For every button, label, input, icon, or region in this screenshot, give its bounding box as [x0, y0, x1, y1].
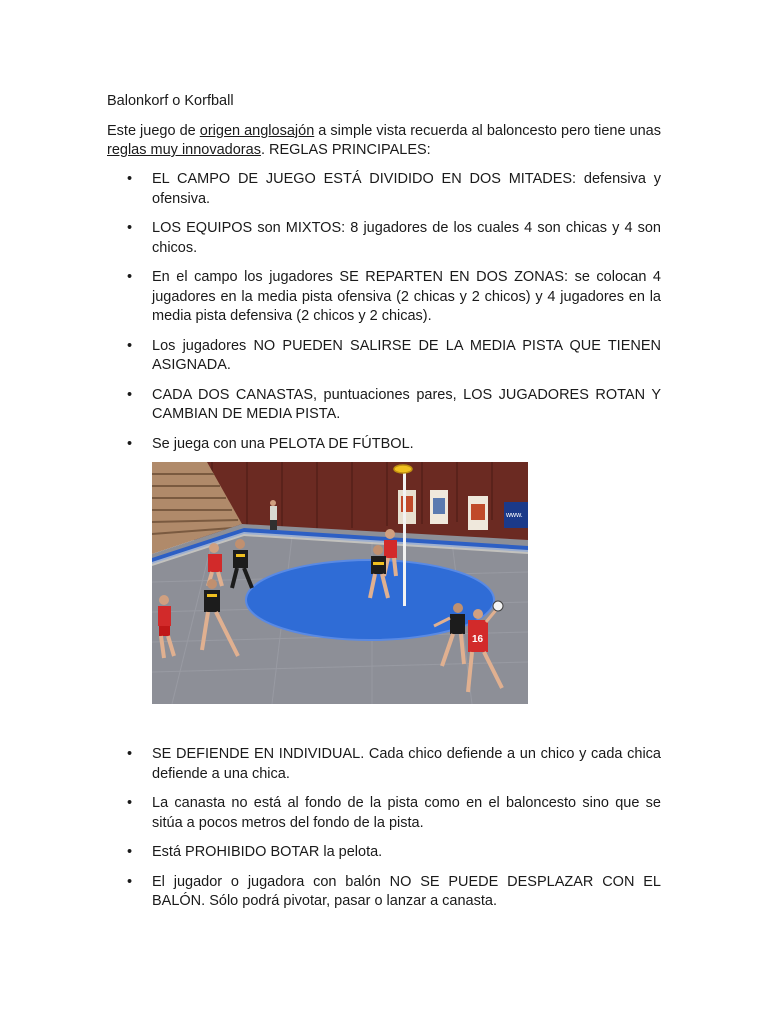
- rules-list-bottom: [107, 745, 661, 922]
- rule-item: [107, 435, 661, 455]
- rule-text: La canasta no está al fondo de la pista como en el baloncesto sino que se sitúa a pocos metros del fondo de la pista.: [152, 795, 661, 831]
- rule-item: [107, 794, 661, 833]
- banner-text: www.: [506, 512, 523, 519]
- rule-text: CADA DOS CANASTAS, puntuaciones pares, LOS JUGADORES ROTAN Y CAMBIAN DE MEDIA PISTA.: [152, 386, 661, 422]
- bullet-icon: •: [127, 844, 133, 860]
- bullet-icon: •: [127, 171, 133, 187]
- rule-text: SE DEFIENDE EN INDIVIDUAL. Cada chico defiende a un chico y cada chica defiende a una chica.: [152, 746, 661, 782]
- jersey-number: 16: [472, 634, 484, 645]
- rule-text: EL CAMPO DE JUEGO ESTÁ DIVIDIDO EN DOS MITADES: defensiva y ofensiva.: [152, 171, 661, 207]
- intro-underline-reglas: reglas muy innovadoras: [107, 142, 261, 158]
- rule-text: El jugador o jugadora con balón NO SE PUEDE DESPLAZAR CON EL BALÓN. Sólo podrá pivotar, pasar o lanzar a canasta.: [152, 873, 661, 909]
- rule-item: [107, 745, 661, 784]
- bullet-icon: •: [127, 435, 133, 452]
- bullet-icon: •: [127, 746, 133, 762]
- bullet-icon: •: [127, 337, 133, 354]
- bullet-icon: •: [127, 795, 133, 811]
- rule-text: Está PROHIBIDO BOTAR la pelota.: [152, 844, 383, 860]
- intro-text-3: . REGLAS PRINCIPALES:: [260, 142, 431, 158]
- korfball-match-photo: [152, 462, 528, 704]
- bullet-icon: •: [127, 269, 133, 285]
- rule-item: [107, 843, 661, 863]
- rule-item: [107, 873, 661, 912]
- intro-text-1: Este juego de: [107, 123, 200, 139]
- bullet-icon: •: [127, 220, 133, 236]
- intro-underline-origen: origen anglosajón: [199, 123, 315, 139]
- rule-item: [107, 337, 661, 376]
- intro-paragraph: [107, 122, 661, 160]
- rule-item: [107, 386, 661, 425]
- bullet-icon: •: [127, 386, 133, 403]
- rule-item: [107, 170, 661, 209]
- rule-text: LOS EQUIPOS son MIXTOS: 8 jugadores de los cuales 4 son chicas y 4 son chicos.: [152, 220, 661, 256]
- bullet-icon: •: [127, 873, 133, 890]
- rule-item: [107, 268, 661, 327]
- intro-text-2: a simple vista recuerda al baloncesto pero tiene unas: [314, 123, 661, 139]
- rules-list-top: [107, 170, 661, 464]
- rule-text: Los jugadores NO PUEDEN SALIRSE DE LA MEDIA PISTA QUE TIENEN ASIGNADA.: [152, 337, 661, 373]
- rule-text: En el campo los jugadores SE REPARTEN EN DOS ZONAS: se colocan 4 jugadores en la media pista ofensiva (2 chicas y 2 chicos) y 4 jugadores en la media pista defensiva (2 chicos y 2 chicas).: [152, 269, 661, 324]
- document-title: Balonkorf o Korfball: [107, 93, 234, 109]
- rule-text: Se juega con una PELOTA DE FÚTBOL.: [152, 435, 414, 452]
- rule-item: [107, 219, 661, 258]
